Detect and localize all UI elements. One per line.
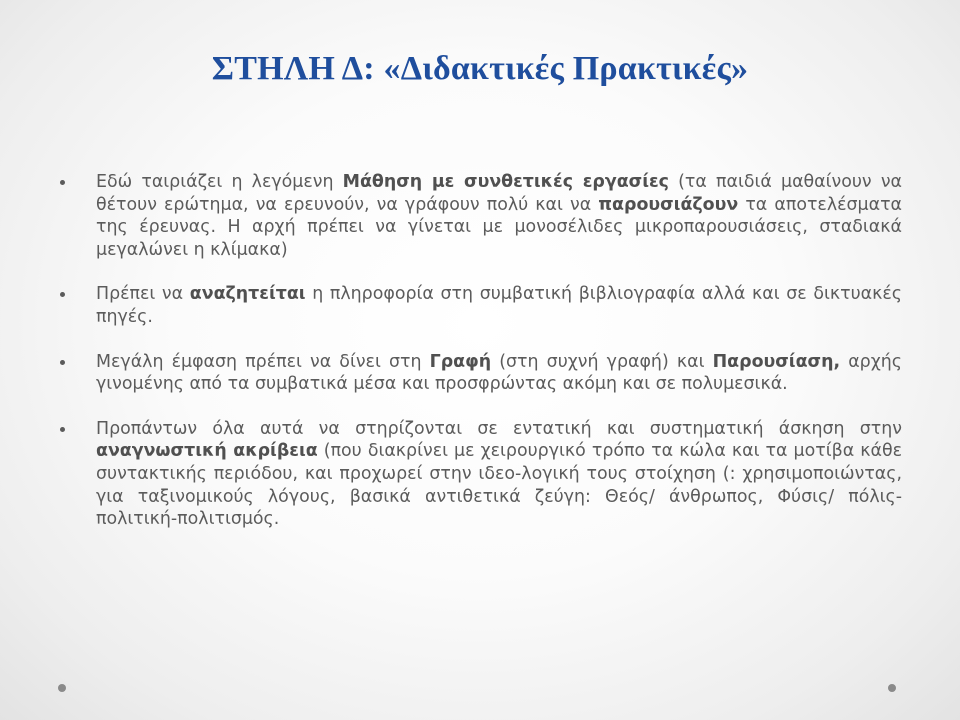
text-segment: Εδώ ταιριάζει η λεγόμενη [96,172,343,192]
bold-phrase: Παρουσίαση, [712,351,841,372]
text-segment: η πληροφορία στη συμβατική βιβλιογραφία αλλά και σε δικτυακές πηγές. [96,284,902,327]
bullet-text [96,284,902,327]
bullet-text [96,352,902,395]
decorative-dot-icon [58,684,66,692]
bullet-text [96,419,902,529]
bullet-dot-icon [60,427,65,432]
bullet-dot-icon [60,360,65,365]
slide-title: ΣΤΗΛΗ Δ: «Διδακτικές Πρακτικές» [211,50,749,87]
text-segment: αρχής γινομένης από τα συμβατικά μέσα και προσφρώντας ακόμη και σε πολυμεσικά. [96,351,902,395]
bold-phrase: αναγνωστική ακρίβεια [96,441,318,462]
bullet-item [60,171,902,261]
text-segment: Πρέπει να [96,284,190,305]
text-segment: (που διακρίνει με χειρουργικό τρόπο τα κώλα και τα μοτίβα κάθε συντακτικής περιόδου, και προχωρεί στην ιδεο-λογική τους στοίχηση (: χρησιμοποιώντας, για ταξινομικούς λόγους, βασικά αντιθετικά ζεύγη: Θεός/ άνθρωπος, Φύσις/ πόλις-πολιτική-πολιτισμός. [96,441,903,530]
decorative-dot-icon [888,684,896,692]
bullet-dot-icon [60,180,65,185]
bullet-list [60,171,902,531]
bullet-item [60,283,902,328]
text-segment: (τα παιδιά μαθαίνουν να θέτουν ερώτημα, να ερευνούν, να γράφουν πολύ και να [96,172,902,215]
bold-phrase: Μάθηση με συνθετικές εργασίες [342,172,669,192]
text-segment: Μεγάλη έμφαση πρέπει να δίνει στη [96,351,430,372]
bold-phrase: παρουσιάζουν [598,194,739,215]
bullet-dot-icon [60,292,65,297]
bold-phrase: Γραφή [429,351,492,372]
bullet-item [60,418,902,531]
text-segment: τα αποτελέσματα της έρευνας. Η αρχή πρέπει να γίνεται με μονοσέλιδες μικροπαρουσιάσεις, σταδιακά μεγαλώνει η κλίμακα) [96,194,903,260]
bullet-item [60,351,902,396]
bullet-text [96,172,902,260]
bold-phrase: αναζητείται [189,284,306,305]
text-segment: (στη συχνή γραφή) και [491,351,713,372]
text-segment: Προπάντων όλα αυτά να στηρίζονται σε εντατική και συστηματική άσκηση στην [96,418,902,439]
